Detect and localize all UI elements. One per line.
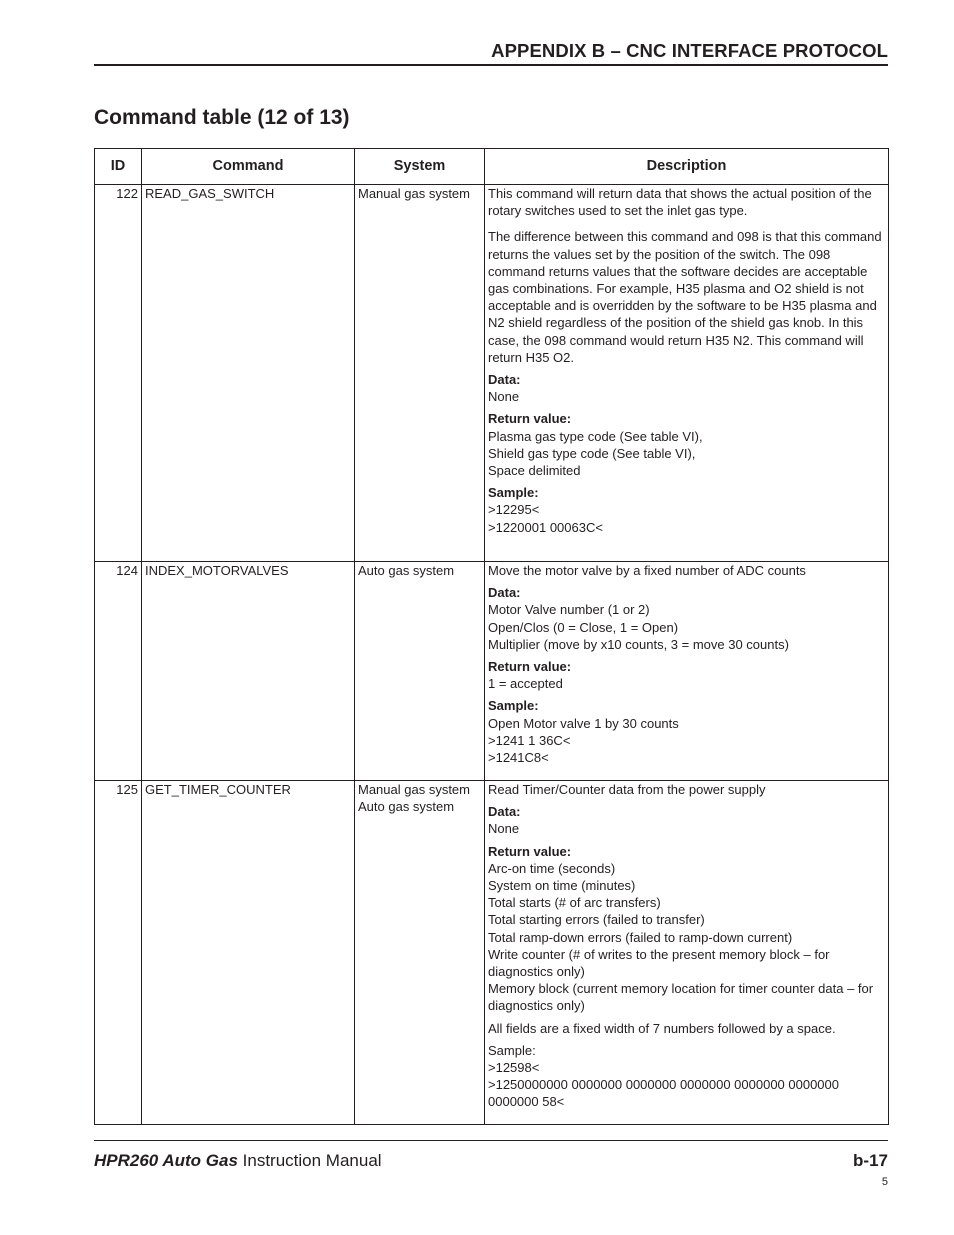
footer-manual-title xyxy=(94,1151,382,1171)
column-header-system: System xyxy=(355,149,485,185)
table-row xyxy=(95,781,889,1125)
cell-id: 124 xyxy=(95,562,142,781)
manual-label: Instruction Manual xyxy=(242,1151,382,1170)
description-line: >1241C8< xyxy=(488,750,549,766)
description-line: Write counter (# of writes to the present memory block – for diagnostics only) xyxy=(488,946,830,980)
cell-system xyxy=(355,781,485,1125)
description-label: Sample: xyxy=(488,485,539,501)
page-number: b-17 xyxy=(853,1151,888,1170)
page-header xyxy=(94,40,888,66)
system-line: Manual gas system xyxy=(358,186,470,201)
description-line: Shield gas type code (See table VI), xyxy=(488,445,696,461)
description-label: Data: xyxy=(488,804,521,820)
description-line: >12598< xyxy=(488,1060,540,1076)
description-block xyxy=(488,781,885,798)
table-header-row xyxy=(95,149,889,185)
product-name: HPR260 Auto Gas xyxy=(94,1151,238,1170)
description-line: Total ramp-down errors (failed to ramp-down current) xyxy=(488,929,793,945)
description-line: Multiplier (move by x10 counts, 3 = move 30 counts) xyxy=(488,636,789,652)
description-line: Total starting errors (failed to transfer) xyxy=(488,912,705,928)
description-line: Space delimited xyxy=(488,463,581,479)
description-text: All fields are a fixed width of 7 numbers followed by a space. xyxy=(488,1020,836,1036)
description-line: Sample: xyxy=(488,1042,536,1058)
description-text: Move the motor valve by a fixed number of ADC counts xyxy=(488,563,806,578)
description-block xyxy=(488,228,885,366)
cell-description xyxy=(485,562,889,781)
description-label: Sample: xyxy=(488,698,539,714)
table-row xyxy=(95,562,889,781)
description-block xyxy=(488,697,885,766)
description-line: Arc-on time (seconds) xyxy=(488,860,616,876)
sheet-number: 5 xyxy=(881,1176,888,1188)
description-line: >1241 1 36C< xyxy=(488,732,571,748)
description-text: Read Timer/Counter data from the power supply xyxy=(488,782,766,797)
system-line: Manual gas system xyxy=(358,782,470,797)
description-line: 1 = accepted xyxy=(488,676,563,692)
description-line: >1250000000 0000000 0000000 0000000 0000000 0000000 0000000 58< xyxy=(488,1077,839,1110)
cell-id: 122 xyxy=(95,185,142,562)
description-block xyxy=(488,371,885,405)
page-title: Command table (12 of 13) xyxy=(94,106,350,129)
description-line: None xyxy=(488,821,520,837)
description-line: >1220001 00063C< xyxy=(488,519,603,535)
description-block xyxy=(488,803,885,837)
system-line: Auto gas system xyxy=(358,799,455,815)
cell-command: GET_TIMER_COUNTER xyxy=(142,781,355,1125)
description-text: The difference between this command and 098 is that this command returns the values set by the position of the switch. The 098 command returns values that the software decides are acceptable gas combinations. For example, H35 plasma and O2 shield is not acceptable and is overridden by the software to be H35 plasma and N2 shield regardless of the position of the shield gas knob. In this case, the 098 command would return H35 N2. This command will return H35 O2. xyxy=(488,229,882,365)
description-text: This command will return data that shows the actual position of the rotary switches used to set the inlet gas type. xyxy=(488,186,872,219)
cell-description xyxy=(485,185,889,562)
column-header-id: ID xyxy=(95,149,142,185)
description-line: Total starts (# of arc transfers) xyxy=(488,895,661,911)
column-header-command: Command xyxy=(142,149,355,185)
column-header-description: Description xyxy=(485,149,889,185)
description-label: Data: xyxy=(488,585,521,601)
description-label: Return value: xyxy=(488,659,572,675)
description-label: Return value: xyxy=(488,843,572,859)
page-footer xyxy=(94,1140,888,1173)
description-block xyxy=(488,484,885,536)
description-line: Motor Valve number (1 or 2) xyxy=(488,602,650,618)
cell-system xyxy=(355,562,485,781)
description-line: System on time (minutes) xyxy=(488,878,636,894)
table-body xyxy=(95,185,889,1125)
description-block xyxy=(488,1042,885,1111)
cell-id: 125 xyxy=(95,781,142,1125)
description-block xyxy=(488,1020,885,1037)
cell-command: INDEX_MOTORVALVES xyxy=(142,562,355,781)
table-row xyxy=(95,185,889,562)
description-line: Plasma gas type code (See table VI), xyxy=(488,428,703,444)
description-block xyxy=(488,562,885,579)
system-line: Auto gas system xyxy=(358,563,455,578)
description-block xyxy=(488,410,885,479)
description-label: Return value: xyxy=(488,411,572,427)
description-block xyxy=(488,843,885,1015)
description-line: None xyxy=(488,389,520,405)
description-line: Open Motor valve 1 by 30 counts xyxy=(488,715,679,731)
description-block xyxy=(488,658,885,692)
description-line: >12295< xyxy=(488,502,540,518)
description-line: Memory block (current memory location for timer counter data – for diagnostics only) xyxy=(488,981,874,1014)
cell-command: READ_GAS_SWITCH xyxy=(142,185,355,562)
description-label: Data: xyxy=(488,372,521,388)
description-line: Open/Clos (0 = Close, 1 = Open) xyxy=(488,619,679,635)
description-block xyxy=(488,185,885,219)
cell-description xyxy=(485,781,889,1125)
header-title: APPENDIX B – CNC INTERFACE PROTOCOL xyxy=(491,40,888,61)
cell-system xyxy=(355,185,485,562)
description-block xyxy=(488,584,885,653)
command-table xyxy=(94,148,889,1125)
